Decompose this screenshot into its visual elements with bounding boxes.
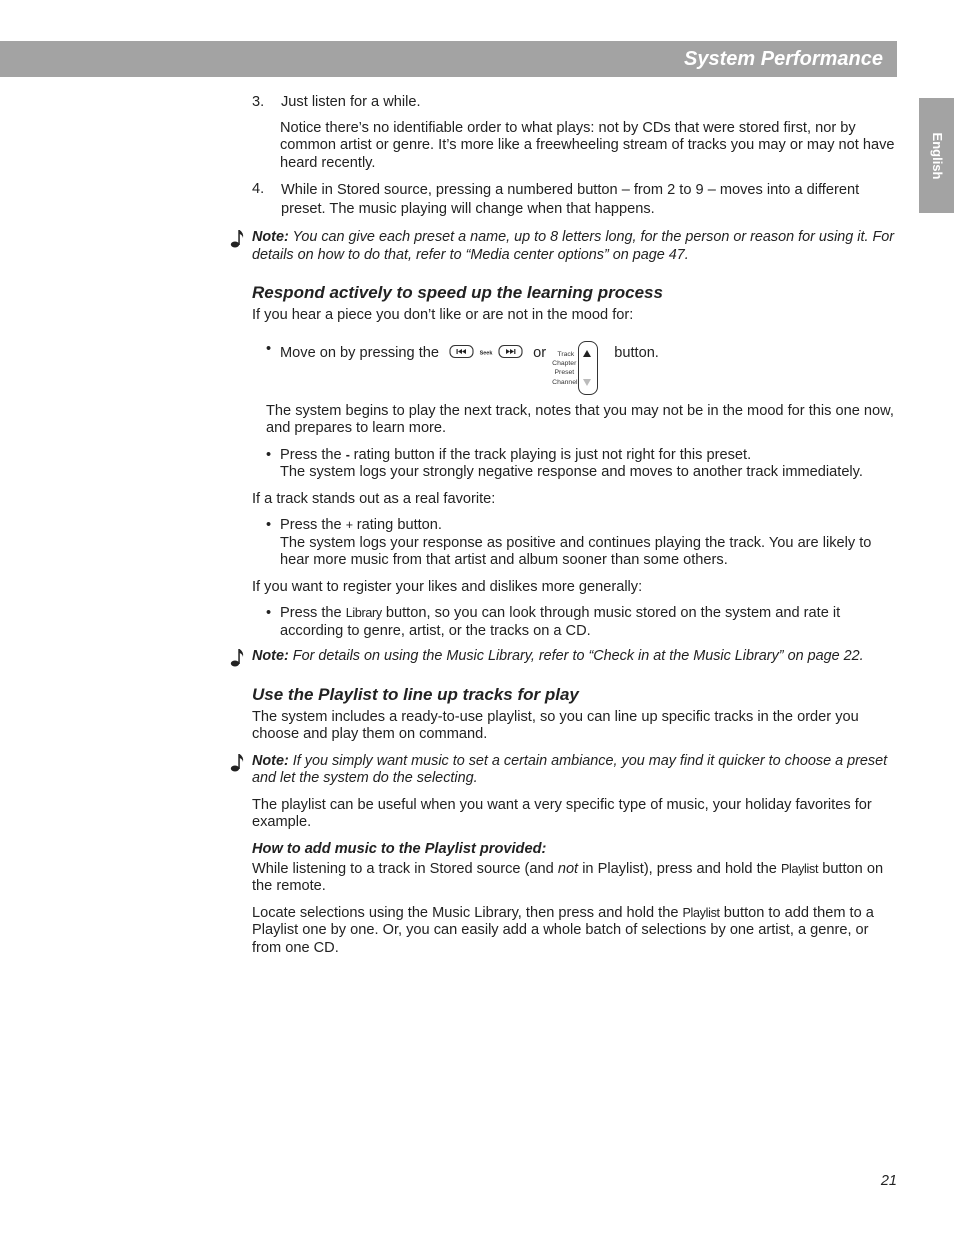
main-content (252, 94, 897, 957)
bullet-text (280, 447, 863, 482)
page-number: 21 (880, 1173, 897, 1189)
step-number: 3. (252, 94, 265, 110)
step-4 (252, 181, 897, 219)
bullet-text-post: rating button if the track playing is just not right for this preset. (353, 446, 752, 463)
note-label: Note: (252, 648, 289, 664)
step-detail: Notice there’s no identifiable order to what plays: not by CDs that were stored first, nor by common artist or genre. It’s more like a freewheeling stream of tracks you may or may not have heard recently. (280, 119, 895, 171)
bullet-text-post: button, so you can look through music stored on the system and rate it according to genre, artist, or the tracks on a CD. (280, 605, 841, 639)
rocker-label: Chapter (552, 359, 577, 367)
seek-icon (449, 344, 523, 359)
bullet-text (280, 605, 897, 640)
minus-rating-symbol: - (345, 447, 350, 462)
paragraph-text: While listening to a track in Stored source (and (252, 860, 554, 877)
paragraph: If a track stands out as a real favorite: (252, 490, 496, 507)
music-note-icon (230, 229, 246, 249)
list-item (266, 447, 897, 482)
section-heading: Use the Playlist to line up tracks for play (252, 684, 579, 704)
bullet: • (266, 605, 272, 621)
section-heading: Respond actively to speed up the learning process (252, 283, 663, 302)
bullet: • (266, 446, 272, 463)
playlist-button-label: Playlist (780, 861, 819, 876)
down-arrow-icon (583, 379, 591, 386)
paragraph-text: in Playlist), press and hold the (582, 860, 777, 877)
note-label: Note: (252, 229, 289, 245)
seek-label: Seek (479, 350, 493, 356)
note-label: Note: (252, 752, 289, 769)
rocker-labels (552, 350, 578, 388)
page-title: System Performance (684, 48, 883, 70)
music-note-icon (230, 753, 246, 773)
seek-buttons (449, 344, 523, 365)
playlist-button-label: Playlist (682, 905, 720, 920)
rocker-label: Track (557, 350, 575, 358)
bullet-text-post: button. (614, 344, 659, 361)
step-number: 4. (252, 181, 265, 197)
section-intro: If you hear a piece you don’t like or are not in the mood for: (252, 307, 634, 323)
note (252, 648, 897, 666)
bullet-text-pre: Move on by pressing the (280, 344, 439, 361)
up-arrow-icon (583, 350, 591, 357)
bullet-text-pre: Press the (280, 446, 342, 463)
bullet-text-pre: Press the (280, 605, 342, 621)
library-button-label: Library (345, 606, 382, 620)
rocker-body (578, 341, 598, 395)
bullet-detail: The system logs your response as positive and continues playing the track. You are likely to hear more music from that artist and album sooner than some others. (280, 534, 872, 568)
paragraph-text: button on the remote. (252, 860, 884, 894)
paragraph-text: button to add them to a Playlist one by one. Or, you can easily add a whole batch of selections by one artist, a genre, or from one CD. (252, 904, 874, 956)
note-text: You can give each preset a name, up to 8 letters long, for the person or reason for using it. For details on how to do that, refer to “Media center options” on page 47. (252, 229, 895, 263)
rocker-label: Channel (552, 378, 578, 386)
note-text: If you simply want music to set a certain ambiance, you may find it quicker to choose a preset and let the system do the selecting. (252, 752, 888, 786)
note (252, 753, 897, 788)
bullet-text (280, 517, 897, 570)
paragraph: If you want to register your likes and dislikes more generally: (252, 578, 643, 595)
bullet-detail: The system begins to play the next track, notes that you may not be in the mood for this one now, and prepares to learn more. (266, 402, 894, 436)
music-note-icon (230, 648, 246, 668)
language-tab (919, 98, 954, 213)
plus-rating-symbol: + (345, 518, 353, 532)
list-item (266, 517, 897, 570)
header-bar (0, 41, 897, 77)
bullet-text (280, 341, 659, 397)
list-item (266, 341, 897, 397)
note-text: For details on using the Music Library, refer to “Check in at the Music Library” on page 22. (292, 648, 864, 664)
section-intro: The system includes a ready-to-use playlist, so you can line up specific tracks in the order you choose and play them on command. (252, 708, 859, 742)
paragraph-text: Locate selections using the Music Library, then press and hold the (252, 904, 679, 921)
list-item (266, 605, 897, 640)
bullet-text-pre: Press the (280, 517, 342, 533)
note (252, 229, 897, 264)
or-text: or (533, 344, 547, 361)
paragraph (252, 905, 897, 958)
track-rocker-button (552, 341, 608, 397)
rocker-label: Preset (554, 369, 575, 377)
paragraph (252, 861, 897, 896)
bullet-detail: The system logs your strongly negative response and moves to another track immediately. (280, 464, 863, 480)
step-3 (252, 94, 897, 112)
bullet: • (266, 340, 272, 357)
paragraph: The playlist can be useful when you want a very specific type of music, your holiday favorites for example. (252, 796, 872, 830)
bullet-text-post: rating button. (356, 517, 442, 533)
step-text: While in Stored source, pressing a numbered button – from 2 to 9 – moves into a different preset. The music playing will change when that happens. (281, 182, 860, 217)
subheading: How to add music to the Playlist provided: (252, 840, 547, 857)
emphasis-text: not (557, 860, 579, 877)
step-text: Just listen for a while. (281, 94, 421, 110)
bullet: • (266, 517, 272, 533)
language-tab-label: English (929, 132, 945, 179)
